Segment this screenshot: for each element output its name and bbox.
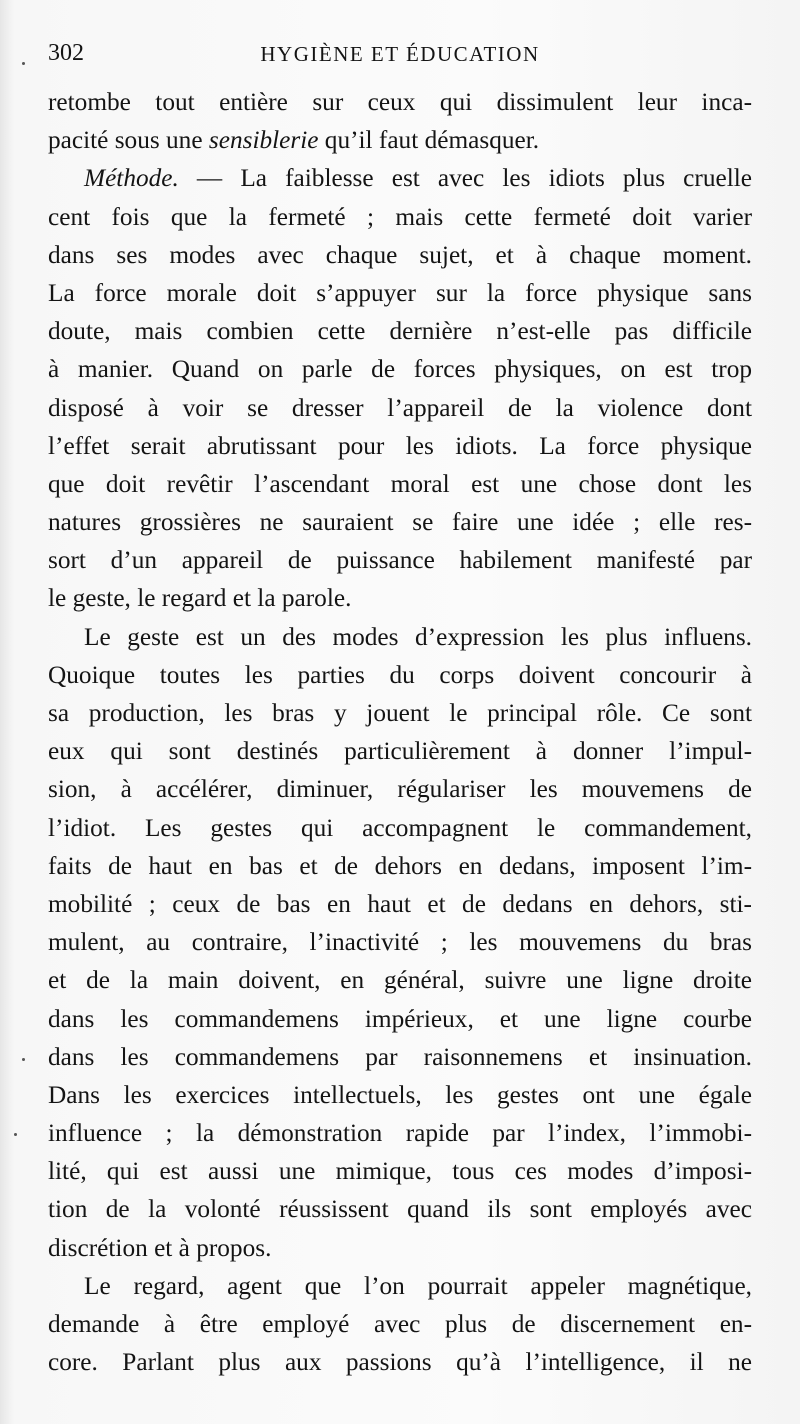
page-header	[48, 40, 752, 80]
text-line: core. Parlant plus aux passions qu’à l’intelligence, il ne	[48, 1348, 752, 1377]
text-line: faits de haut en bas et de dehors en dedans, imposent l’im-	[48, 851, 752, 880]
text-line: l’effet serait abrutissant pour les idiots. La force physique	[48, 431, 752, 460]
text-line: discrétion et à propos.	[48, 1233, 272, 1262]
text-line: dans les commandemens impérieux, et une ligne courbe	[48, 1004, 752, 1033]
text-line: Le geste est un des modes d’expression les plus influens.	[84, 622, 752, 651]
text-line	[48, 159, 752, 197]
text-run: pacité sous une	[48, 126, 209, 155]
page-number: 302	[48, 40, 84, 66]
text-line: sa production, les bras y jouent le principal rôle. Ce sont	[48, 699, 752, 727]
running-title: HYGIÈNE ET ÉDUCATION	[260, 42, 540, 66]
body-text	[48, 83, 752, 1381]
text-line: sion, à accélérer, diminuer, régulariser les mouvemens de	[48, 775, 752, 804]
italic-run: sensiblerie	[208, 126, 319, 155]
text-line: retombe tout entière sur ceux qui dissimulent leur inca-	[48, 88, 752, 116]
text-line: que doit revêtir l’ascendant moral est une chose dont les	[48, 469, 752, 498]
text-line: à manier. Quand on parle de forces physiques, on est trop	[48, 355, 752, 384]
text-line: le geste, le regard et la parole.	[48, 584, 352, 613]
text-line: eux qui sont destinés particulièrement à donner l’impul-	[48, 737, 752, 766]
text-line: Dans les exercices intellectuels, les gestes ont une égale	[48, 1080, 752, 1109]
text-line: sort d’un appareil de puissance habilement manifesté par	[48, 546, 752, 575]
text-line: doute, mais combien cette dernière n’est-elle pas difficile	[48, 317, 752, 346]
text-line: tion de la volonté réussissent quand ils sont employés avec	[48, 1195, 752, 1224]
print-speck	[14, 1133, 17, 1136]
text-run: — La faiblesse est avec les idiots plus cruelle	[178, 164, 752, 193]
text-run: qu’il faut démasquer.	[318, 126, 540, 155]
text-line: l’idiot. Les gestes qui accompagnent le commandement,	[48, 813, 752, 842]
italic-run: Méthode.	[84, 164, 179, 193]
text-line: disposé à voir se dresser l’appareil de la violence dont	[48, 393, 752, 422]
print-speck	[22, 62, 25, 65]
text-line: mulent, au contraire, l’inactivité ; les mouvemens du bras	[48, 928, 752, 957]
text-line: demande à être employé avec plus de discernement en-	[48, 1310, 752, 1338]
text-line: dans les commandemens par raisonnemens et insinuation.	[48, 1042, 752, 1071]
text-line: mobilité ; ceux de bas en haut et de dedans en dehors, sti-	[48, 889, 752, 918]
text-line: dans ses modes avec chaque sujet, et à chaque moment.	[48, 240, 752, 269]
print-speck	[22, 1058, 25, 1061]
text-line: lité, qui est aussi une mimique, tous ces modes d’imposi-	[48, 1157, 752, 1186]
text-line: et de la main doivent, en général, suivre une ligne droite	[48, 966, 752, 995]
text-line	[48, 121, 752, 159]
text-line: La force morale doit s’appuyer sur la force physique sans	[48, 278, 752, 307]
text-line: Quoique toutes les parties du corps doivent concourir à	[48, 660, 752, 689]
text-line: influence ; la démonstration rapide par l’index, l’immobi-	[48, 1119, 752, 1148]
text-line: Le regard, agent que l’on pourrait appeler magnétique,	[84, 1271, 752, 1300]
text-line: natures grossières ne sauraient se faire une idée ; elle res-	[48, 508, 752, 537]
text-line: cent fois que la fermeté ; mais cette fermeté doit varier	[48, 202, 752, 231]
